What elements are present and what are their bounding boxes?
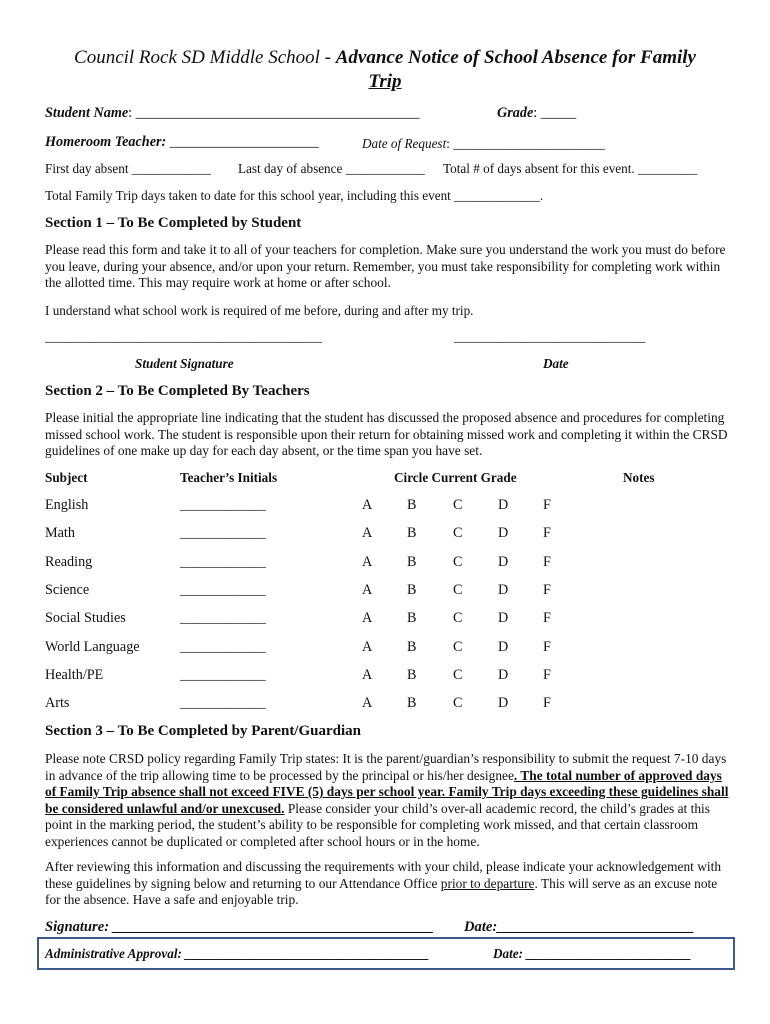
grade-option[interactable]: F (543, 554, 551, 570)
date-request-label: Date of Request (362, 136, 447, 151)
grade-option[interactable]: D (498, 667, 509, 683)
subject-label: Science (45, 582, 90, 598)
grade-option[interactable]: A (362, 582, 373, 598)
grade-option[interactable]: C (453, 525, 463, 541)
grade-option[interactable]: A (362, 639, 373, 655)
date-request-field[interactable]: : _______________________ (446, 136, 605, 151)
grade-row[interactable] (497, 105, 576, 122)
total-days-field[interactable]: Total # of days absent for this event. _________ (443, 161, 698, 176)
student-date-line[interactable]: _____________________________ (454, 329, 646, 344)
grade-option[interactable]: B (407, 582, 417, 598)
subject-label: Arts (45, 695, 70, 711)
subject-label: Math (45, 525, 75, 541)
grade-option[interactable]: C (453, 582, 463, 598)
grade-field[interactable]: : _____ (533, 105, 577, 121)
teacher-initials-line[interactable]: _____________ (180, 695, 266, 710)
student-signature-label: Student Signature (135, 356, 234, 371)
teacher-initials-line[interactable]: _____________ (180, 554, 266, 569)
parent-signature-field[interactable]: Signature: ____________________________________________ (45, 919, 434, 935)
grade-option[interactable]: C (453, 497, 463, 513)
grade-option[interactable]: D (498, 695, 509, 711)
title-school: Council Rock SD Middle School - (74, 47, 336, 68)
grade-option[interactable]: F (543, 582, 551, 598)
grade-option[interactable]: C (453, 667, 463, 683)
grade-option[interactable]: C (453, 639, 463, 655)
last-day-field[interactable]: Last day of absence ____________ (238, 161, 425, 176)
grade-option[interactable]: A (362, 610, 373, 626)
total-trip-days-field[interactable]: Total Family Trip days taken to date for this school year, including this event _____________. (45, 188, 544, 203)
section3-ack-paragraph (45, 859, 730, 909)
student-name-row[interactable] (45, 105, 419, 122)
col-notes-header: Notes (623, 470, 655, 485)
grade-option[interactable]: F (543, 667, 551, 683)
grade-option[interactable]: B (407, 554, 417, 570)
policy-text-c: Please consider your child’s over-all academic record, the child’s grades at this point in the marking period, the student’s ability to be responsible for completing work missed, and that certain classroom experiences cannot be duplicated or completed after school hours or in the home. (45, 800, 710, 849)
student-signature-line[interactable]: __________________________________________ (45, 329, 322, 344)
grade-option[interactable]: D (498, 554, 509, 570)
homeroom-field[interactable]: _____________________ (166, 134, 319, 150)
grade-option[interactable]: B (407, 525, 417, 541)
section3-heading: Section 3 – To Be Completed by Parent/Guardian (45, 723, 361, 739)
grade-option[interactable]: A (362, 497, 373, 513)
grade-option[interactable]: F (543, 695, 551, 711)
teacher-initials-line[interactable]: _____________ (180, 639, 266, 654)
grade-option[interactable]: A (362, 695, 373, 711)
section3-policy-paragraph (45, 751, 730, 850)
policy-text-a: Please note CRSD policy regarding Family Trip states: It is the parent/guardian’s responsibility to submit the request 7-10 days in advance of the trip allowing time to be processed by the principal or his/her designee (45, 751, 727, 783)
admin-approval-field[interactable]: Administrative Approval: _____________________________________ (45, 946, 430, 961)
subject-label: English (45, 497, 89, 513)
homeroom-row[interactable] (45, 134, 319, 151)
student-name-label: Student Name (45, 105, 129, 121)
section2-heading: Section 2 – To Be Completed By Teachers (45, 383, 310, 399)
grade-option[interactable]: B (407, 667, 417, 683)
grade-option[interactable]: D (498, 610, 509, 626)
policy-text-bold: . The total number of approved days of Family Trip absence shall not exceed FIVE (5) days per school year. Family Trip days exceeding these guidelines shall be considered unlawful and/or unexcused. (45, 767, 729, 816)
teacher-initials-line[interactable]: _____________ (180, 667, 266, 682)
understand-statement: I understand what school work is required of me before, during and after my trip. (45, 303, 474, 318)
grade-option[interactable]: A (362, 525, 373, 541)
ack-text-b: . This will serve as an excuse note for the absence. Have a safe and enjoyable trip. (45, 875, 718, 907)
student-name-field[interactable]: : ________________________________________ (128, 105, 420, 121)
col-subject-header: Subject (45, 470, 88, 485)
parent-date-field[interactable]: Date:___________________________ (464, 919, 695, 935)
grade-option[interactable]: D (498, 497, 509, 513)
grade-option[interactable]: F (543, 525, 551, 541)
grade-option[interactable]: D (498, 582, 509, 598)
teacher-initials-line[interactable]: _____________ (180, 582, 266, 597)
col-grade-header: Circle Current Grade (394, 470, 517, 485)
grade-option[interactable]: F (543, 610, 551, 626)
date-request-row[interactable] (362, 136, 605, 152)
grade-option[interactable]: B (407, 610, 417, 626)
grade-option[interactable]: F (543, 639, 551, 655)
grade-option[interactable]: D (498, 525, 509, 541)
grade-option[interactable]: F (543, 497, 551, 513)
ack-text-a: After reviewing this information and discussing the requirements with your child, please indicate your acknowledgement with these guidelines by signing below and returning to our Attendance Office (45, 859, 722, 891)
grade-option[interactable]: B (407, 497, 417, 513)
subject-label: World Language (45, 639, 140, 655)
grade-option[interactable]: C (453, 610, 463, 626)
teacher-initials-line[interactable]: _____________ (180, 525, 266, 540)
grade-option[interactable]: B (407, 695, 417, 711)
admin-date-field[interactable]: Date: _________________________ (493, 946, 692, 961)
title-main: Advance Notice of School Absence for Family (335, 47, 696, 68)
subject-label: Reading (45, 554, 93, 570)
grade-option[interactable]: A (362, 554, 373, 570)
title-trip: Trip (368, 71, 402, 92)
teacher-initials-line[interactable]: _____________ (180, 610, 266, 625)
grade-option[interactable]: A (362, 667, 373, 683)
grade-option[interactable]: D (498, 639, 509, 655)
section1-heading: Section 1 – To Be Completed by Student (45, 215, 302, 231)
col-initials-header: Teacher’s Initials (180, 470, 278, 485)
student-date-label: Date (543, 356, 569, 371)
homeroom-label: Homeroom Teacher: (45, 134, 167, 150)
first-day-field[interactable]: First day absent ____________ (45, 161, 211, 176)
section1-paragraph: Please read this form and take it to all of your teachers for completion. Make sure you understand the work you must do before you leave, during your absence, and/or upon your return. Remember, you must take responsibility for completing work within the allotted time. This may require work at home or after school. (45, 242, 726, 290)
teacher-initials-line[interactable]: _____________ (180, 497, 266, 512)
grade-label: Grade (497, 105, 534, 121)
grade-option[interactable]: C (453, 695, 463, 711)
subject-label: Health/PE (45, 667, 104, 683)
grade-option[interactable]: B (407, 639, 417, 655)
grade-option[interactable]: C (453, 554, 463, 570)
ack-text-underline: prior to departure (440, 875, 535, 891)
form-title (0, 46, 770, 94)
section2-paragraph: Please initial the appropriate line indicating that the student has discussed the proposed absence and procedures for completing missed school work. The student is responsible upon their return for obtaining missed work and completing it within the CRSD guidelines of one make up day for each day absent, or the time span you have set. (45, 410, 728, 458)
subject-label: Social Studies (45, 610, 126, 626)
